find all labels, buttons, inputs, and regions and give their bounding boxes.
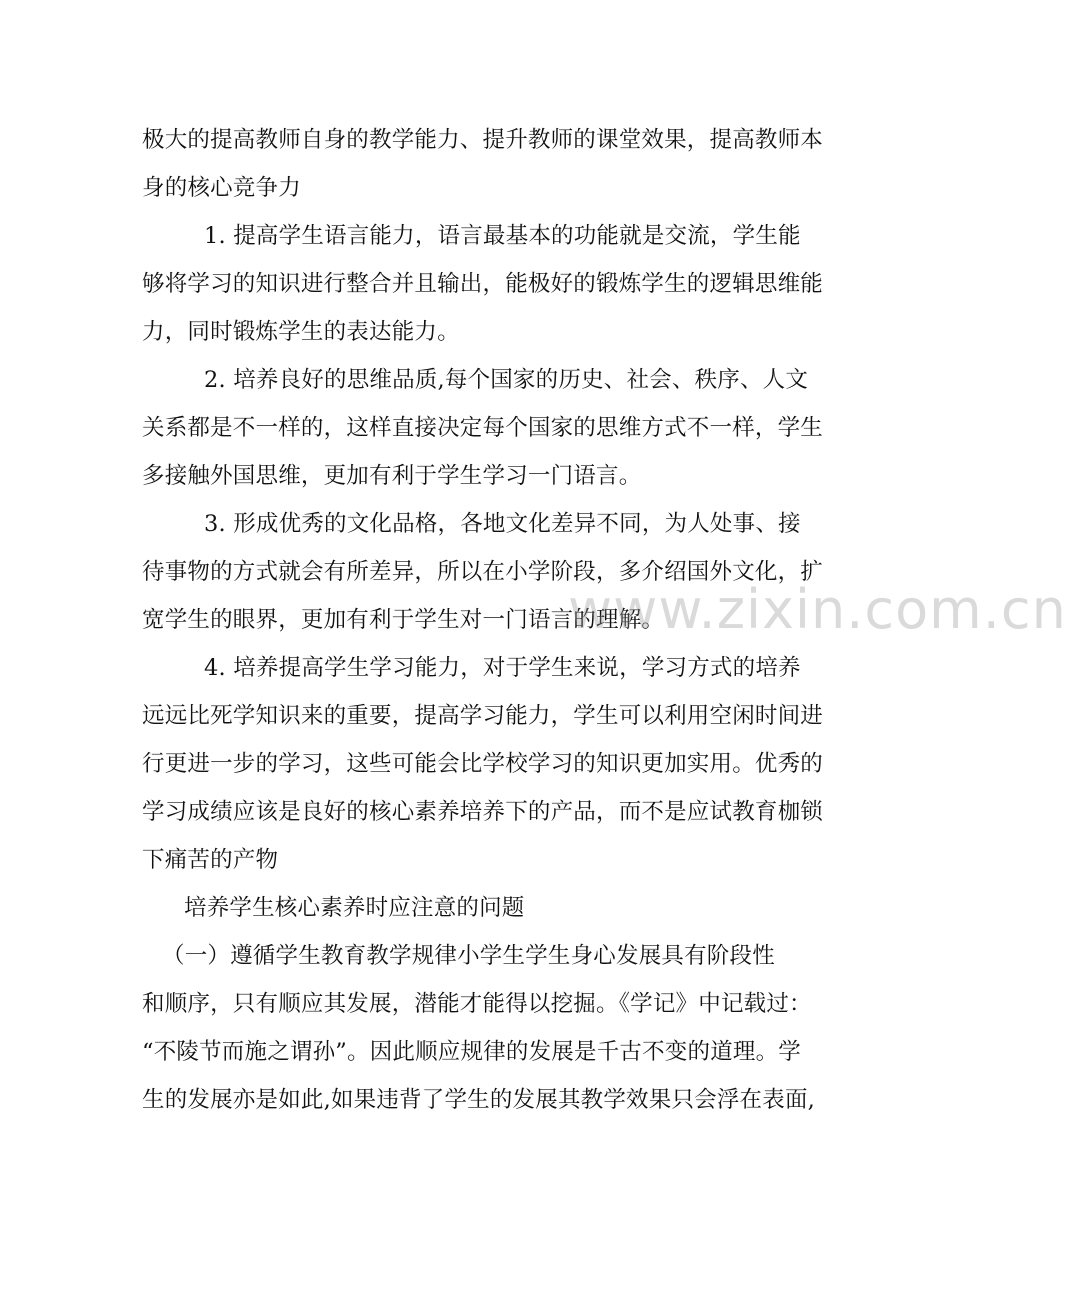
text-line: 身的核心竞争力 [142, 175, 301, 201]
text-line: 宽学生的眼界，更加有利于学生对一门语言的理解。 [142, 607, 665, 633]
watermark: www.zixin.com.cn [568, 578, 1067, 641]
text-line: 和顺序，只有顺应其发展，潜能才能得以挖掘。《学记》中记载过： [142, 991, 812, 1017]
text-line: 极大的提高教师自身的教学能力、提升教师的课堂效果，提高教师本 [142, 127, 824, 153]
text-line: 待事物的方式就会有所差异，所以在小学阶段，多介绍国外文化，扩 [142, 559, 824, 585]
text-line: 下痛苦的产物 [142, 847, 279, 873]
text-line: 够将学习的知识进行整合并且输出，能极好的锻炼学生的逻辑思维能 [142, 271, 824, 297]
text-line: 力，同时锻炼学生的表达能力。 [142, 319, 460, 345]
text-line: 生的发展亦是如此,如果违背了学生的发展其教学效果只会浮在表面, [142, 1087, 816, 1113]
text-line: 关系都是不一样的，这样直接决定每个国家的思维方式不一样，学生 [142, 415, 824, 441]
list-item-3: 3. 形成优秀的文化品格，各地文化差异不同，为人处事、接 [204, 511, 801, 537]
text-line: 学习成绩应该是良好的核心素养培养下的产品，而不是应试教育枷锁 [142, 799, 824, 825]
section-heading: 培养学生核心素养时应注意的问题 [184, 895, 525, 921]
text-line: “不陵节而施之谓孙”。因此顺应规律的发展是千古不变的道理。学 [142, 1039, 802, 1065]
text-line: 行更进一步的学习，这些可能会比学校学习的知识更加实用。优秀的 [142, 751, 824, 777]
text-line: 多接触外国思维，更加有利于学生学习一门语言。 [142, 463, 642, 489]
list-item-4: 4. 培养提高学生学习能力，对于学生来说，学习方式的培养 [204, 655, 801, 681]
subsection-paragraph-start: （一）遵循学生教育教学规律小学生学生身心发展具有阶段性 [162, 943, 775, 969]
text-line: 远远比死学知识来的重要，提高学习能力，学生可以利用空闲时间进 [142, 703, 824, 729]
list-item-1: 1. 提高学生语言能力，语言最基本的功能就是交流，学生能 [204, 223, 801, 249]
list-item-2: 2. 培养良好的思维品质,每个国家的历史、社会、秩序、人文 [204, 367, 809, 393]
